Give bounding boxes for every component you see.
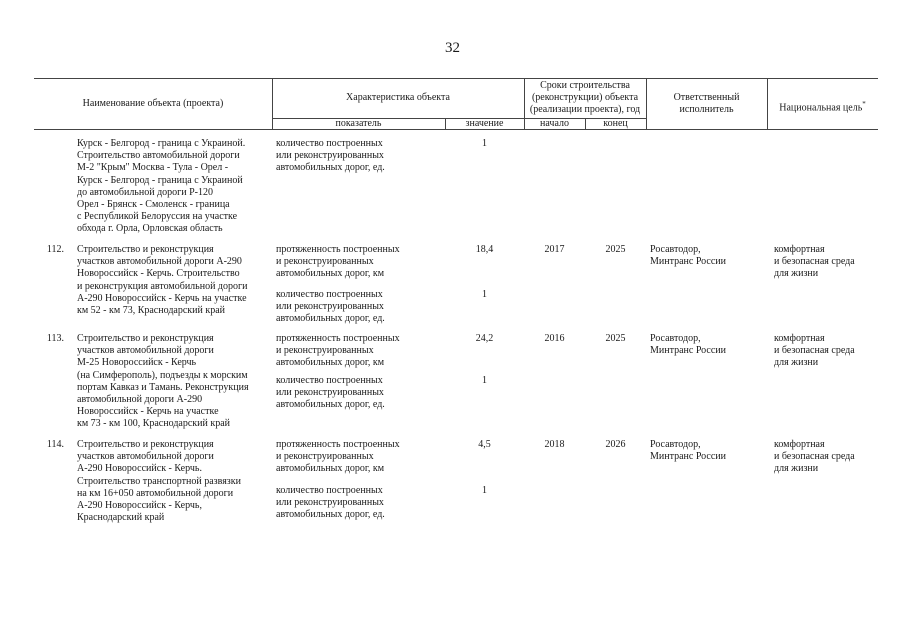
header-name: Наименование объекта (проекта): [82, 98, 224, 109]
header-goal-footnote-mark: *: [862, 100, 866, 108]
row-name: Строительство и реконструкция участков автомобильной дороги А-290 Новороссийск - Керчь. Строительство транспортной развязки на км 16+050 автомобильной дороги А-290 Новороссийск - Керчь, Краснодарский край: [77, 439, 241, 524]
row-end-year: 2026: [605, 439, 626, 450]
header-characteristic: Характеристика объекта: [346, 92, 450, 103]
row-executor: Росавтодор, Минтранс России: [650, 244, 726, 268]
row-goal: комфортная и безопасная среда для жизни: [774, 244, 855, 280]
row-value: 1: [482, 289, 487, 300]
row-indicator: протяженность построенных и реконструированных автомобильных дорог, км: [276, 244, 400, 280]
row-start-year: 2016: [544, 333, 565, 344]
row-number: 112.: [46, 244, 64, 255]
row-goal: комфортная и безопасная среда для жизни: [774, 439, 855, 475]
row-start-year: 2017: [544, 244, 565, 255]
row-number: 113.: [46, 333, 64, 344]
row-name: Строительство и реконструкция участков автомобильной дороги М-25 Новороссийск - Керчь (на Симферополь), подъезды к морским портам Кавказ и Тамань. Реконструкция автомобильной дороги А-290 Новороссийск - Керчь на участке км 73 - км 100, Краснодарский край: [77, 333, 249, 430]
header-value: значение: [465, 118, 504, 129]
row-executor: Росавтодор, Минтранс России: [650, 439, 726, 463]
header-end: конец: [603, 118, 628, 129]
row-end-year: 2025: [605, 333, 626, 344]
row-executor: Росавтодор, Минтранс России: [650, 333, 726, 357]
row-indicator: количество построенных или реконструированных автомобильных дорог, ед.: [276, 289, 385, 325]
row-name: Строительство и реконструкция участков автомобильной дороги А-290 Новороссийск - Керчь. Строительство и реконструкция автомобильной дороги А-290 Новороссийск - Керчь на участке км 52 - км 73, Краснодарский край: [77, 244, 248, 317]
row-indicator: протяженность построенных и реконструированных автомобильных дорог, км: [276, 439, 400, 475]
row-indicator: количество построенных или реконструированных автомобильных дорог, ед.: [276, 375, 385, 411]
row-value: 24,2: [475, 333, 494, 344]
row-value: 1: [482, 375, 487, 386]
row-value: 18,4: [475, 244, 494, 255]
row-end-year: 2025: [605, 244, 626, 255]
row-goal: комфортная и безопасная среда для жизни: [774, 333, 855, 369]
row-value: 4,5: [478, 439, 491, 450]
header-executor: Ответственный исполнитель: [673, 92, 740, 115]
row-name: Курск - Белгород - граница с Украиной. Строительство автомобильной дороги М-2 "Крым" Москва - Тула - Орел - Курск - Белгород - граница с Украиной до автомобильной дороги Р-120 Орел - Брянск - Смоленск - граница с Республикой Белоруссия на участке обхода г. Орла, Орловская область: [77, 138, 246, 235]
row-value: 1: [482, 485, 487, 496]
row-start-year: 2018: [544, 439, 565, 450]
row-indicator: количество построенных или реконструированных автомобильных дорог, ед.: [276, 138, 385, 174]
header-goal: [767, 98, 878, 114]
header-start: начало: [540, 118, 569, 129]
header-indicator: показатель: [335, 118, 382, 129]
row-value: 1: [482, 138, 487, 149]
row-number: 114.: [46, 439, 64, 450]
header-goal-label: Национальная цель: [779, 102, 863, 114]
table-top-border: [34, 78, 878, 79]
row-indicator: количество построенных или реконструированных автомобильных дорог, ед.: [276, 485, 385, 521]
row-indicator: протяженность построенных и реконструированных автомобильных дорог, км: [276, 333, 400, 369]
header-terms: Сроки строительства (реконструкции) объекта (реализации проекта), год: [529, 80, 641, 115]
page-number: 32: [445, 40, 460, 56]
